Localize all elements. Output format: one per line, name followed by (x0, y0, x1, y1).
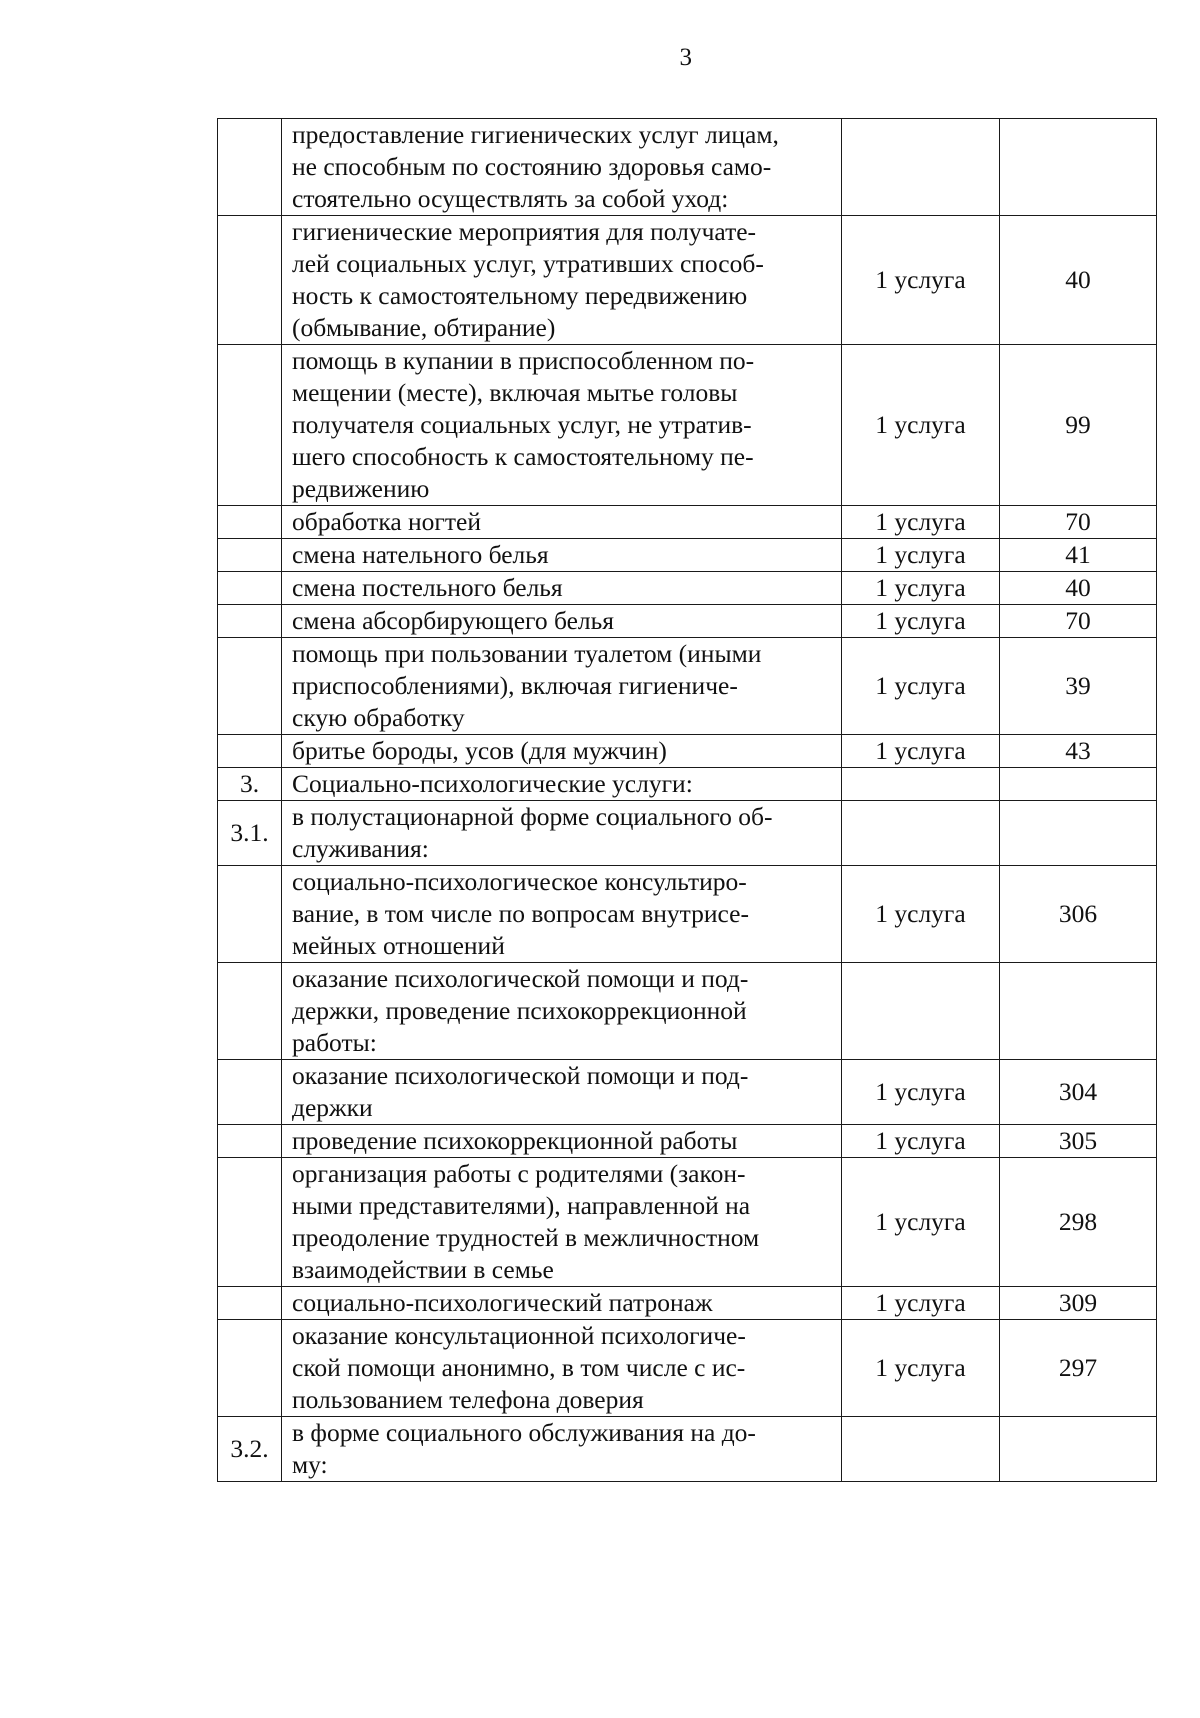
service-name-line: бритье бороды, усов (для мужчин) (292, 736, 667, 765)
service-name-line: преодоление трудностей в межличностном (292, 1223, 760, 1252)
service-name (282, 735, 842, 768)
service-name-line: мещении (месте), включая мытье головы (292, 378, 738, 407)
row-number (218, 963, 282, 1060)
service-name-line: му: (292, 1450, 328, 1479)
service-name-line: (обмывание, обтирание) (292, 313, 556, 342)
tariff-value (1000, 801, 1157, 866)
service-name-line: социально-психологическое консультиро- (292, 867, 747, 896)
unit-of-service: 1 услуга (842, 506, 1000, 539)
row-number (218, 735, 282, 768)
row-number (218, 1060, 282, 1125)
unit-of-service (842, 768, 1000, 801)
row-number: 3.2. (218, 1417, 282, 1482)
service-name-line: смена постельного белья (292, 573, 563, 602)
row-number (218, 1125, 282, 1158)
service-name-line: ской помощи анонимно, в том числе с ис- (292, 1353, 746, 1382)
service-name-line: вание, в том числе по вопросам внутрисе- (292, 899, 749, 928)
service-name-line: ность к самостоятельному передвижению (292, 281, 748, 310)
unit-of-service: 1 услуга (842, 1287, 1000, 1320)
tariff-value (1000, 1417, 1157, 1482)
unit-of-service: 1 услуга (842, 866, 1000, 963)
service-name-line: смена нательного белья (292, 540, 549, 569)
unit-of-service: 1 услуга (842, 1158, 1000, 1287)
table-row (218, 866, 1157, 963)
table-row (218, 506, 1157, 539)
table-body (218, 119, 1157, 1482)
page-number: 3 (679, 44, 693, 71)
service-name-line: помощь в купании в приспособленном по- (292, 346, 755, 375)
tariff-value: 70 (1000, 506, 1157, 539)
service-name (282, 605, 842, 638)
row-number: 3. (218, 768, 282, 801)
service-name-line: ными представителями), направленной на (292, 1191, 751, 1220)
service-name-line: обработка ногтей (292, 507, 481, 536)
tariff-value: 305 (1000, 1125, 1157, 1158)
row-number (218, 605, 282, 638)
service-name (282, 1320, 842, 1417)
service-name (282, 216, 842, 345)
table-row (218, 1320, 1157, 1417)
row-number (218, 119, 282, 216)
service-name-line: лей социальных услуг, утративших способ- (292, 249, 764, 278)
unit-of-service (842, 119, 1000, 216)
service-name (282, 801, 842, 866)
tariff-value: 70 (1000, 605, 1157, 638)
service-name-line: стоятельно осуществлять за собой уход: (292, 184, 729, 213)
tariff-value: 309 (1000, 1287, 1157, 1320)
row-number (218, 1320, 282, 1417)
table-row (218, 539, 1157, 572)
table-row (218, 605, 1157, 638)
row-number (218, 572, 282, 605)
service-name-line: гигиенические мероприятия для получате- (292, 217, 757, 246)
unit-of-service: 1 услуга (842, 572, 1000, 605)
service-name-line: работы: (292, 1028, 377, 1057)
service-name-line: оказание психологической помощи и под- (292, 1061, 749, 1090)
tariff-value (1000, 963, 1157, 1060)
service-name (282, 572, 842, 605)
unit-of-service: 1 услуга (842, 345, 1000, 506)
service-name-line: служивания: (292, 834, 429, 863)
service-name (282, 1158, 842, 1287)
service-name-line: получателя социальных услуг, не утратив- (292, 410, 752, 439)
service-name-line: помощь при пользовании туалетом (иными (292, 639, 762, 668)
table-row (218, 1060, 1157, 1125)
row-number (218, 539, 282, 572)
tariff-value: 41 (1000, 539, 1157, 572)
service-name-line: проведение психокоррекционной работы (292, 1126, 738, 1155)
service-name (282, 1287, 842, 1320)
tariff-value (1000, 768, 1157, 801)
table-row (218, 963, 1157, 1060)
service-name-line: оказание консультационной психологиче- (292, 1321, 746, 1350)
service-name-line: социально-психологический патронаж (292, 1288, 713, 1317)
service-name (282, 345, 842, 506)
service-name (282, 963, 842, 1060)
tariff-value: 99 (1000, 345, 1157, 506)
service-name-line: организация работы с родителями (закон- (292, 1159, 746, 1188)
table-row (218, 1158, 1157, 1287)
service-name-line: шего способность к самостоятельному пе- (292, 442, 754, 471)
tariff-value: 297 (1000, 1320, 1157, 1417)
service-name (282, 1060, 842, 1125)
service-name-line: смена абсорбирующего белья (292, 606, 614, 635)
service-name-line: скую обработку (292, 703, 465, 732)
service-name-line: в полустационарной форме социального об- (292, 802, 773, 831)
table-row (218, 345, 1157, 506)
tariff-value: 43 (1000, 735, 1157, 768)
unit-of-service: 1 услуга (842, 216, 1000, 345)
table-row (218, 216, 1157, 345)
table-row (218, 638, 1157, 735)
tariff-value: 298 (1000, 1158, 1157, 1287)
unit-of-service: 1 услуга (842, 638, 1000, 735)
row-number (218, 1287, 282, 1320)
service-name-line: Социально-психологические услуги: (292, 769, 693, 798)
row-number (218, 1158, 282, 1287)
table-row (218, 735, 1157, 768)
service-name (282, 506, 842, 539)
service-name (282, 638, 842, 735)
unit-of-service: 1 услуга (842, 539, 1000, 572)
table-row (218, 1125, 1157, 1158)
row-number: 3.1. (218, 801, 282, 866)
service-name-line: редвижению (292, 474, 430, 503)
service-name-line: предоставление гигиенических услуг лицам, (292, 120, 779, 149)
tariff-value: 40 (1000, 572, 1157, 605)
unit-of-service: 1 услуга (842, 735, 1000, 768)
service-name (282, 866, 842, 963)
unit-of-service (842, 1417, 1000, 1482)
row-number (218, 345, 282, 506)
service-name-line: приспособлениями), включая гигиениче- (292, 671, 738, 700)
unit-of-service: 1 услуга (842, 1320, 1000, 1417)
service-name (282, 768, 842, 801)
row-number (218, 638, 282, 735)
table-row (218, 1287, 1157, 1320)
tariff-value: 306 (1000, 866, 1157, 963)
tariff-value (1000, 119, 1157, 216)
service-name (282, 539, 842, 572)
row-number (218, 506, 282, 539)
service-name-line: оказание психологической помощи и под- (292, 964, 749, 993)
tariff-value: 304 (1000, 1060, 1157, 1125)
table-row (218, 801, 1157, 866)
table-row (218, 119, 1157, 216)
unit-of-service (842, 963, 1000, 1060)
service-name (282, 1125, 842, 1158)
service-name-line: держки (292, 1093, 373, 1122)
table-row (218, 572, 1157, 605)
services-price-table (217, 118, 1157, 1482)
service-name (282, 119, 842, 216)
unit-of-service: 1 услуга (842, 1060, 1000, 1125)
service-name (282, 1417, 842, 1482)
service-name-line: не способным по состоянию здоровья само- (292, 152, 772, 181)
unit-of-service: 1 услуга (842, 1125, 1000, 1158)
unit-of-service (842, 801, 1000, 866)
unit-of-service: 1 услуга (842, 605, 1000, 638)
tariff-value: 39 (1000, 638, 1157, 735)
service-name-line: в форме социального обслуживания на до- (292, 1418, 756, 1447)
table-row (218, 768, 1157, 801)
service-name-line: мейных отношений (292, 931, 505, 960)
row-number (218, 866, 282, 963)
service-name-line: пользованием телефона доверия (292, 1385, 644, 1414)
service-name-line: держки, проведение психокоррекционной (292, 996, 747, 1025)
tariff-value: 40 (1000, 216, 1157, 345)
table-row (218, 1417, 1157, 1482)
row-number (218, 216, 282, 345)
service-name-line: взаимодействии в семье (292, 1255, 554, 1284)
